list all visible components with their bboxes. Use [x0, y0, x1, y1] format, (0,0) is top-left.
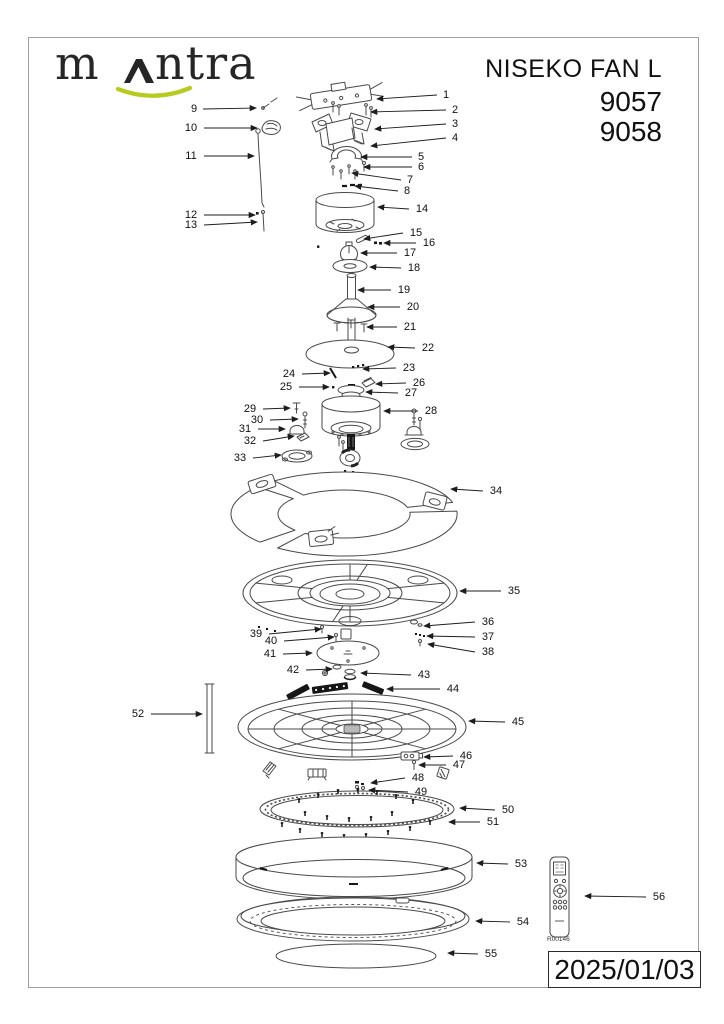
leader-line-46	[424, 756, 453, 757]
part-label-42: 42	[286, 664, 300, 676]
part-label-32: 32	[243, 435, 257, 447]
model-number-1: 9057	[599, 86, 662, 117]
part-33-flange-drawing	[282, 450, 312, 462]
leader-line-22	[388, 347, 415, 348]
part-52-rod-drawing	[205, 684, 214, 753]
leader-line-41	[283, 653, 312, 654]
part-label-24: 24	[282, 368, 296, 380]
model-number-2: 9058	[599, 116, 662, 147]
leader-line-43	[361, 673, 411, 675]
leader-line-34	[451, 489, 483, 491]
part-34-blades-drawing	[231, 472, 457, 556]
leader-line-4	[371, 138, 446, 146]
part-label-39: 39	[249, 628, 263, 640]
part-26-clip-drawing	[362, 378, 375, 388]
part-label-56: 56	[652, 891, 666, 903]
part-label-26: 26	[412, 377, 426, 389]
part-42-43-drawing	[322, 665, 355, 679]
part-label-6: 6	[417, 161, 425, 173]
part-56-remote-drawing	[550, 857, 569, 937]
part-39-40-drawing	[321, 626, 352, 642]
part-24-pin-drawing	[330, 368, 336, 378]
part-label-18: 18	[407, 262, 421, 274]
part-label-23: 23	[402, 362, 416, 374]
part-label-11: 11	[185, 150, 197, 162]
part-label-20: 20	[406, 301, 420, 313]
part-label-13: 13	[184, 219, 198, 231]
part-11-chain-drawing	[256, 129, 264, 207]
part-label-2: 2	[451, 104, 459, 116]
part-8-screws-drawing	[342, 185, 362, 186]
part-label-7: 7	[406, 174, 414, 186]
part-label-35: 35	[507, 585, 521, 597]
date-text: 2025/01/03	[554, 953, 695, 985]
part-label-54: 54	[516, 916, 530, 928]
leader-line-32	[263, 436, 294, 441]
part-label-55: 55	[484, 948, 498, 960]
logo-text-m: m	[55, 36, 100, 90]
part-label-40: 40	[264, 635, 278, 647]
leader-line-24	[302, 373, 330, 374]
part-45-housing-drawing	[238, 694, 466, 760]
part-53-drum-drawing	[236, 837, 472, 899]
part-label-4: 4	[451, 132, 459, 144]
leader-line-29	[263, 408, 290, 409]
leader-line-15	[364, 233, 403, 239]
part-label-41: 41	[263, 648, 277, 660]
part-label-22: 22	[421, 342, 435, 354]
leader-line-7	[352, 173, 401, 180]
leader-line-8	[355, 186, 398, 191]
leader-line-3	[375, 124, 446, 129]
part-22-disc-drawing	[306, 340, 394, 368]
leader-line-40	[284, 637, 334, 641]
part-label-12: 12	[184, 209, 198, 221]
part-54-ring-drawing	[237, 897, 469, 941]
leader-line-18	[370, 267, 401, 268]
part-31-clamp-drawing	[288, 426, 306, 434]
part-label-43: 43	[417, 669, 431, 681]
leader-line-48	[371, 778, 405, 783]
part-36-38-fasteners-drawing	[411, 620, 426, 646]
leader-line-33	[253, 455, 281, 458]
part-label-28: 28	[424, 405, 438, 417]
remote-code: R00146	[547, 936, 570, 943]
leader-line-9	[203, 108, 256, 109]
part-label-48: 48	[411, 772, 425, 784]
part-label-3: 3	[451, 118, 459, 130]
part-41-plate-drawing	[317, 641, 379, 665]
leader-line-53	[477, 863, 508, 864]
part-label-17: 17	[403, 247, 417, 259]
part-label-50: 50	[501, 804, 515, 816]
part-6-7-screws-drawing	[332, 162, 366, 180]
leader-line-36	[424, 622, 475, 626]
leader-line-13	[204, 222, 257, 225]
part-46-47-drawing	[401, 752, 423, 770]
part-label-8: 8	[403, 185, 411, 197]
part-label-15: 15	[409, 227, 423, 239]
part-label-19: 19	[397, 284, 411, 296]
part-label-9: 9	[190, 103, 198, 115]
date-box	[548, 951, 701, 988]
product-title: NISEKO FAN L	[485, 55, 662, 83]
leader-line-1	[377, 95, 437, 99]
leader-line-26	[376, 383, 406, 384]
part-label-27: 27	[404, 387, 418, 399]
leader-line-23	[363, 368, 396, 369]
part-label-10: 10	[184, 122, 198, 134]
part-18-washer-drawing	[333, 260, 367, 273]
part-25-screw-drawing	[332, 386, 334, 388]
leader-line-2	[371, 110, 446, 112]
part-label-53: 53	[514, 858, 528, 870]
part-label-36: 36	[481, 616, 495, 628]
part-28-motor-drawing	[322, 396, 380, 451]
part-label-14: 14	[415, 203, 429, 215]
part-label-29: 29	[243, 403, 257, 415]
leader-line-27	[366, 392, 398, 393]
part-label-30: 30	[250, 414, 264, 426]
part-10-drawing	[262, 121, 280, 135]
part-30-screw-drawing	[303, 412, 307, 428]
leader-line-37	[427, 636, 475, 637]
part-label-44: 44	[446, 683, 460, 695]
part-55-diffuser-drawing	[276, 944, 436, 968]
part-5-cring-drawing	[330, 146, 363, 162]
part-label-31: 31	[238, 423, 252, 435]
part-label-25: 25	[279, 381, 293, 393]
leader-line-39	[269, 629, 321, 634]
part-label-37: 37	[481, 631, 495, 643]
part-label-47: 47	[452, 759, 466, 771]
part-label-49: 49	[414, 786, 428, 798]
leader-line-42	[306, 669, 332, 670]
part-35-plate-drawing	[243, 560, 457, 631]
part-29-screw-drawing	[293, 403, 300, 413]
leader-line-54	[476, 921, 510, 922]
leader-line-14	[378, 207, 409, 209]
leader-line-56	[585, 896, 646, 897]
leader-line-30	[270, 419, 298, 420]
leader-line-55	[448, 953, 478, 954]
part-14-canopy-drawing	[316, 193, 374, 233]
logo-text-ntra: ntra	[155, 36, 257, 90]
center-bearing-drawing	[340, 450, 360, 473]
part-label-1: 1	[442, 89, 450, 101]
part-12-13-pin-drawing	[256, 211, 265, 232]
leader-line-50	[460, 808, 495, 810]
part-9-drawing	[262, 98, 277, 109]
part-label-33: 33	[233, 452, 247, 464]
part-label-38: 38	[481, 646, 495, 658]
part-3-bracket-drawing	[312, 113, 371, 151]
part-label-45: 45	[511, 716, 525, 728]
leader-line-38	[428, 644, 475, 652]
leader-line-45	[469, 721, 505, 722]
part-label-16: 16	[422, 237, 436, 249]
part-label-21: 21	[403, 321, 417, 333]
part-label-46: 46	[459, 750, 473, 762]
part-label-34: 34	[489, 485, 503, 497]
part-label-5: 5	[417, 151, 425, 163]
part-label-51: 51	[486, 816, 500, 828]
part-label-52: 52	[131, 708, 145, 720]
